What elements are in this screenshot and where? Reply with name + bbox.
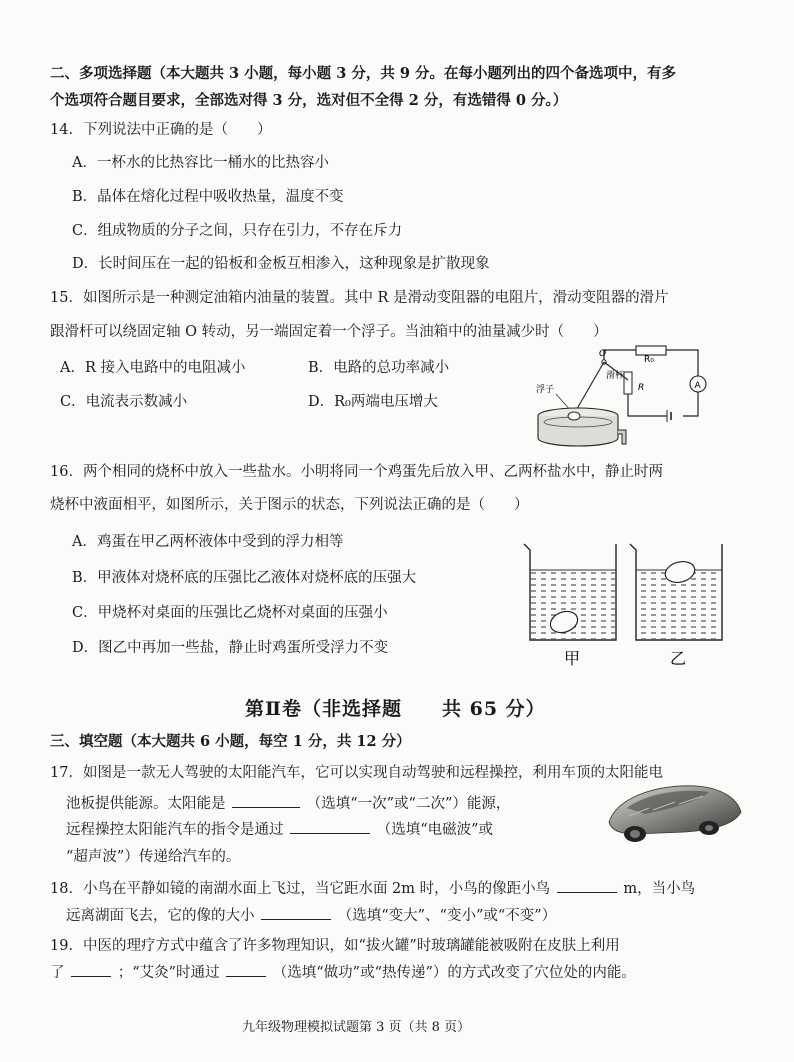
- r-label: R: [638, 383, 645, 393]
- q19-line2-text-b: ；“艾灸”时通过: [117, 965, 220, 981]
- label-yi: 乙: [670, 649, 687, 668]
- q14-option-b: B．晶体在熔化过程中吸收热量，温度不变: [72, 189, 344, 205]
- q18-line1: [50, 877, 695, 898]
- q16-stem-line2: 烧杯中液面相平，如图所示，关于图示的状态，下列说法正确的是（ ）: [50, 497, 529, 513]
- q15-option-d: D．R₀两端电压增大: [308, 394, 438, 410]
- section2-title-line2: 个选项符合题目要求，全部选对得 3 分，选对但不全得 2 分，有选错得 0 分。）: [50, 92, 568, 109]
- q18-blank-1[interactable]: [557, 878, 617, 893]
- r0-resistor: [636, 346, 666, 355]
- rod-label: 滑杆: [606, 371, 625, 381]
- q15-option-a: A．R 接入电路中的电阻减小: [60, 360, 246, 376]
- q17-line1: 17．如图是一款无人驾驶的太阳能汽车，它可以实现自动驾驶和远程操控，利用车顶的太阳能电: [50, 765, 663, 781]
- q15-option-c: C．电流表示数减小: [60, 394, 188, 410]
- sliding-resistor: [624, 372, 632, 394]
- q18-blank-2[interactable]: [261, 905, 331, 920]
- beakers-figure: [520, 540, 730, 670]
- float-icon: [568, 412, 580, 420]
- q19-line2: [50, 961, 636, 982]
- beaker-jia: [524, 544, 616, 640]
- q17-line2-text-a: 池板提供能源。太阳能是: [66, 796, 226, 812]
- section2-title-line1: 二、多项选择题（本大题共 3 小题，每小题 3 分，共 9 分。在每小题列出的四个备选项中，有多: [50, 65, 677, 82]
- oil-tank-circuit-figure: [528, 340, 718, 452]
- page-footer: 九年级物理模拟试题第 3 页（共 8 页）: [242, 1020, 471, 1035]
- q19-blank-2[interactable]: [226, 962, 266, 977]
- beaker-yi: [630, 544, 722, 640]
- q19-line2-text-a: 了: [50, 965, 65, 981]
- q17-blank-1[interactable]: [232, 793, 300, 808]
- float-label: 浮子: [536, 385, 555, 395]
- section3-title: 三、填空题（本大题共 6 小题，每空 1 分，共 12 分）: [50, 733, 411, 750]
- q16-option-d: D．图乙中再加一些盐，静止时鸡蛋所受浮力不变: [72, 640, 389, 656]
- q17-line3: [66, 818, 493, 839]
- q14-option-c: C．组成物质的分子之间，只存在引力，不存在斥力: [72, 223, 403, 239]
- q15-stem-line1: 15．如图所示是一种测定油箱内油量的装置。其中 R 是滑动变阻器的电阻片，滑动变阻器的滑片: [50, 290, 669, 306]
- q17-blank-2[interactable]: [290, 819, 370, 834]
- q16-option-b: B．甲液体对烧杯底的压强比乙液体对烧杯底的压强大: [72, 570, 417, 586]
- q14-stem: 14．下列说法中正确的是（ ）: [50, 122, 272, 138]
- q18-line2-text-b: （选填“变大”、“变小”或“不变”）: [337, 908, 557, 924]
- q19-line2-text-c: （选填“做功”或“热传递”）的方式改变了穴位处的内能。: [272, 965, 636, 981]
- part2-title: 第Ⅱ卷（非选择题 共 65 分）: [245, 698, 546, 720]
- pivot-label: O: [599, 349, 607, 359]
- q18-line1-text-b: m，当小鸟: [623, 881, 696, 897]
- q17-line2-text-b: （选填“一次”或“二次”）能源，: [306, 796, 511, 812]
- q18-line2: [66, 904, 556, 925]
- q18-line2-text-a: 远离湖面飞去，它的像的大小: [66, 908, 255, 924]
- ammeter-label: A: [694, 381, 701, 391]
- q17-line2: [66, 792, 510, 813]
- q15-stem-line2: 跟滑杆可以绕固定轴 O 转动，另一端固定着一个浮子。当油箱中的油量减少时（ ）: [50, 324, 608, 340]
- q16-option-a: A．鸡蛋在甲乙两杯液体中受到的浮力相等: [72, 534, 344, 550]
- q17-line3-text-b: （选填“电磁波”或: [376, 822, 494, 838]
- q17-line3-text-a: 远程操控太阳能汽车的指令是通过: [66, 822, 284, 838]
- q14-option-d: D．长时间压在一起的铅板和金板互相渗入，这种现象是扩散现象: [72, 256, 490, 272]
- q16-stem-line1: 16．两个相同的烧杯中放入一些盐水。小明将同一个鸡蛋先后放入甲、乙两杯盐水中，静止时两: [50, 464, 663, 480]
- label-jia: 甲: [564, 649, 581, 668]
- q14-option-a: A．一杯水的比热容比一桶水的比热容小: [72, 155, 329, 171]
- q19-blank-1[interactable]: [71, 962, 111, 977]
- q19-line1: 19．中医的理疗方式中蕴含了许多物理知识，如“拔火罐”时玻璃罐能被吸附在皮肤上利用: [50, 938, 620, 954]
- q17-line4: “超声波”）传递给汽车的。: [66, 849, 241, 865]
- q18-line1-text-a: 18．小鸟在平静如镜的南湖水面上飞过，当它距水面 2m 时，小鸟的像距小鸟: [50, 881, 551, 897]
- solar-car-image: [605, 778, 745, 848]
- r0-label: R₀: [644, 355, 654, 365]
- q15-option-b: B．电路的总功率减小: [308, 360, 450, 376]
- q16-option-c: C．甲烧杯对桌面的压强比乙烧杯对桌面的压强小: [72, 605, 388, 621]
